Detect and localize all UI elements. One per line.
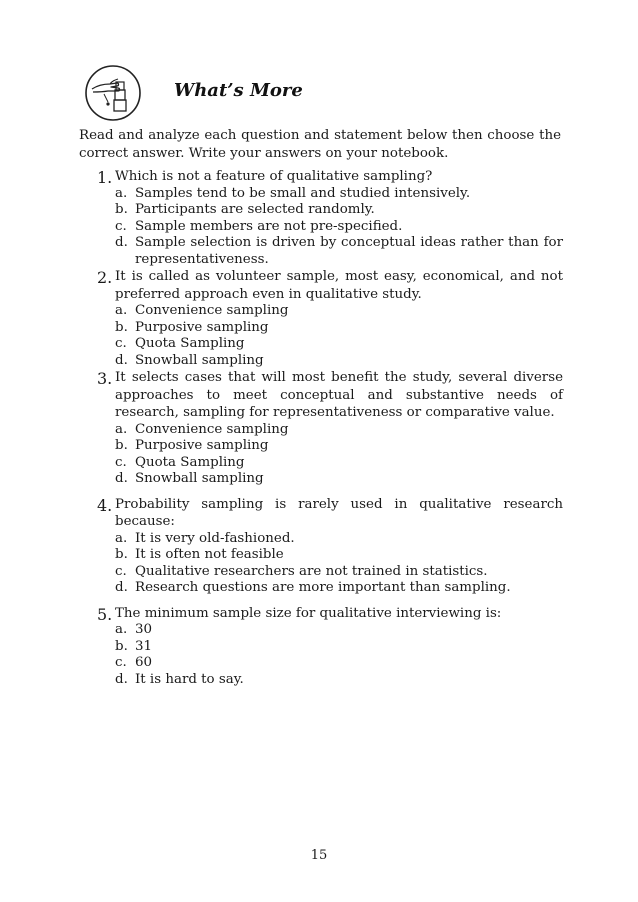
choice-d xyxy=(115,471,563,488)
choice-list xyxy=(115,531,563,597)
choice-d xyxy=(115,672,563,689)
choice-letter: d. xyxy=(115,352,128,368)
choice-letter: c. xyxy=(115,336,127,351)
choice-letter: d. xyxy=(115,235,128,250)
choice-letter: d. xyxy=(115,471,128,486)
choice-letter: b. xyxy=(115,319,128,335)
choice-text: Snowball sampling xyxy=(135,471,264,486)
choice-letter: c. xyxy=(115,655,127,670)
choice-b xyxy=(115,438,563,455)
choice-letter: b. xyxy=(115,202,128,217)
hand-placing-blocks-icon xyxy=(84,64,142,122)
choice-text: Sample selection is driven by conceptual ideas rather than for representativeness. xyxy=(135,235,563,267)
choice-letter: a. xyxy=(115,530,128,546)
choice-c xyxy=(115,219,563,236)
choice-letter: a. xyxy=(115,421,128,437)
choice-text: It is hard to say. xyxy=(135,671,244,687)
question-5 xyxy=(79,605,563,689)
choice-d xyxy=(115,580,563,597)
section-title: What’s More xyxy=(174,80,303,101)
choice-c xyxy=(115,336,563,353)
choice-c xyxy=(115,455,563,472)
choice-letter: c. xyxy=(115,563,127,579)
question-3 xyxy=(79,369,563,488)
question-text: The minimum sample size for qualitative interviewing is: xyxy=(115,605,502,621)
choice-text: Purposive sampling xyxy=(135,438,269,453)
choice-list xyxy=(115,622,563,688)
choice-c xyxy=(115,564,563,581)
choice-list xyxy=(115,422,563,488)
question-number: 3. xyxy=(97,369,113,388)
question-1 xyxy=(79,168,563,268)
choice-text: Participants are selected randomly. xyxy=(135,202,375,217)
choice-text: Quota Sampling xyxy=(135,454,245,470)
question-number: 4. xyxy=(97,495,113,515)
question-list xyxy=(79,168,563,688)
choice-b xyxy=(115,202,563,219)
choice-text: It is very old-fashioned. xyxy=(135,530,295,546)
question-text: Probability sampling is rarely used in qualitative research because: xyxy=(115,496,563,529)
choice-b xyxy=(115,547,563,564)
choice-letter: a. xyxy=(115,622,128,637)
choice-list xyxy=(115,186,563,269)
choice-d xyxy=(115,235,563,268)
choice-letter: d. xyxy=(115,580,128,595)
choice-letter: a. xyxy=(115,185,128,201)
choice-b xyxy=(115,320,563,337)
choice-text: Samples tend to be small and studied intensively. xyxy=(135,185,471,201)
choice-letter: c. xyxy=(115,218,127,234)
choice-text: 60 xyxy=(135,655,153,670)
choice-a xyxy=(115,422,563,439)
choice-list xyxy=(115,303,563,369)
choice-text: Snowball sampling xyxy=(135,352,264,368)
choice-a xyxy=(115,531,563,548)
choice-text: Qualitative researchers are not trained in statistics. xyxy=(135,563,488,579)
question-text: It is called as volunteer sample, most easy, economical, and not preferred approach even in qualitative study. xyxy=(115,269,563,302)
question-4 xyxy=(79,496,563,597)
choice-text: Research questions are more important than sampling. xyxy=(135,580,511,595)
choice-letter: b. xyxy=(115,638,128,654)
choice-letter: a. xyxy=(115,303,128,318)
choice-b xyxy=(115,639,563,656)
choice-letter: d. xyxy=(115,671,128,687)
choice-d xyxy=(115,353,563,370)
choice-letter: b. xyxy=(115,438,128,453)
choice-c xyxy=(115,655,563,672)
choice-text: 30 xyxy=(135,622,153,637)
choice-letter: b. xyxy=(115,547,128,562)
choice-a xyxy=(115,622,563,639)
choice-a xyxy=(115,303,563,320)
choice-a xyxy=(115,186,563,203)
choice-text: Purposive sampling xyxy=(135,319,269,335)
question-text: Which is not a feature of qualitative sampling? xyxy=(115,169,433,184)
choice-text: Quota Sampling xyxy=(135,336,245,351)
choice-text: Convenience sampling xyxy=(135,421,289,437)
choice-letter: c. xyxy=(115,454,127,470)
question-number: 5. xyxy=(97,604,113,624)
choice-text: Convenience sampling xyxy=(135,303,289,318)
question-text: It selects cases that will most benefit the study, several diverse approaches to meet conceptual and substantive needs of research, sampling for representativeness or comparative value. xyxy=(115,370,563,420)
question-2 xyxy=(79,268,563,369)
instructions-paragraph: Read and analyze each question and statement below then choose the correct answer. Write your answers on your notebook. xyxy=(79,128,561,161)
choice-text: 31 xyxy=(135,638,153,654)
question-number: 1. xyxy=(97,168,113,187)
page-number: 15 xyxy=(310,848,328,863)
choice-text: Sample members are not pre-specified. xyxy=(135,218,403,234)
choice-text: It is often not feasible xyxy=(135,547,284,562)
question-number: 2. xyxy=(97,268,113,287)
